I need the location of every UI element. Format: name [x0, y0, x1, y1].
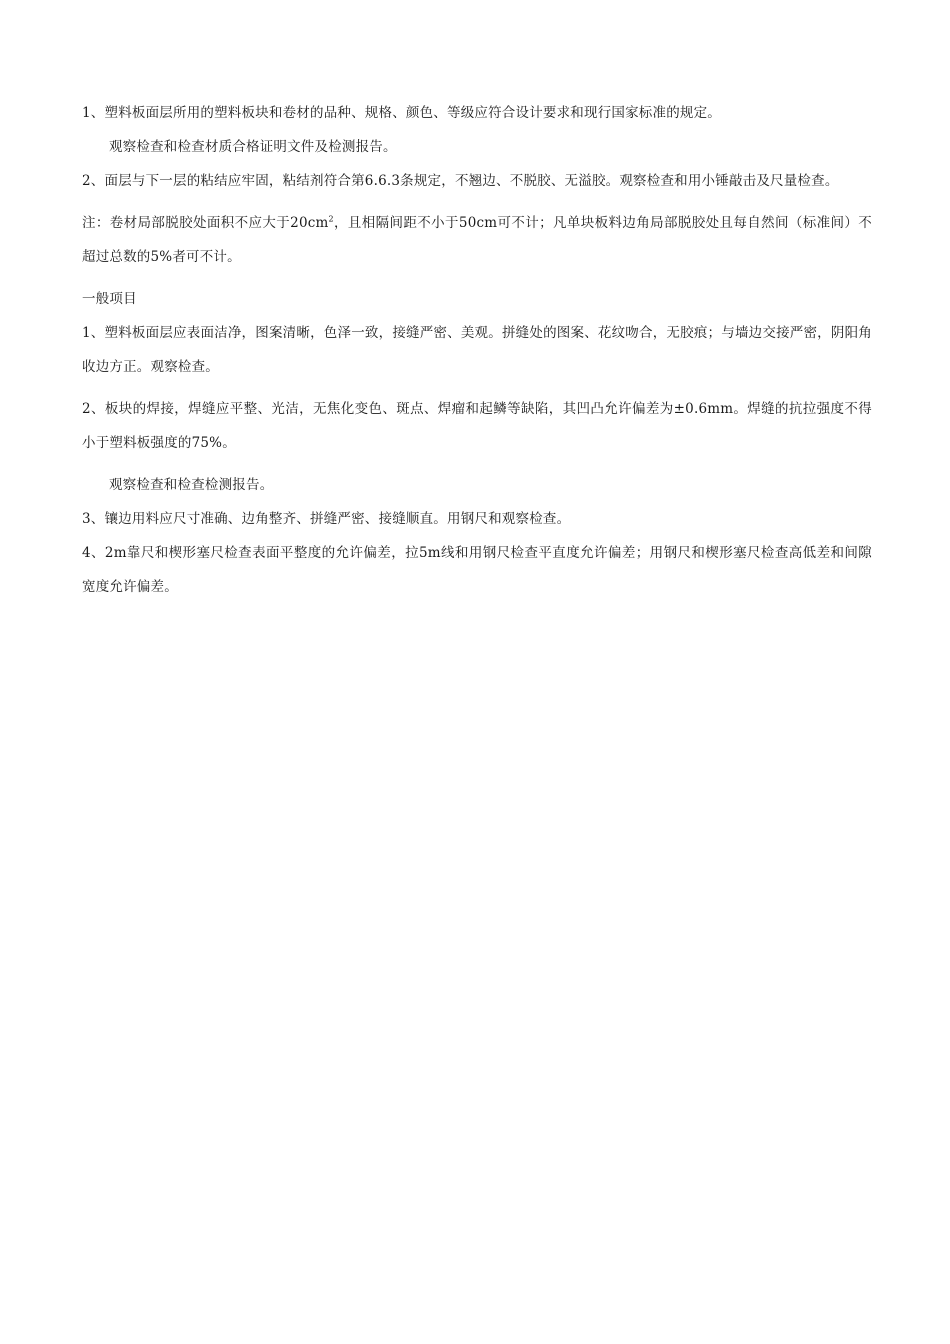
note-superscript: 2: [328, 214, 334, 224]
document-page: [82, 96, 872, 612]
paragraph-general-item-1: 1、塑料板面层应表面洁净，图案清晰，色泽一致，接缝严密、美观。拼缝处的图案、花纹吻合，无胶痕；与墙边交接严密，阴阳角收边方正。观察检查。: [82, 325, 872, 375]
paragraph-inspection-method-2: 观察检查和检查检测报告。: [109, 477, 274, 493]
paragraph-main-item-1: 1、塑料板面层所用的塑料板块和卷材的品种、规格、颜色、等级应符合设计要求和现行国家标准的规定。: [82, 105, 721, 121]
paragraph-general-item-3: 3、镶边用料应尺寸准确、边角整齐、拼缝严密、接缝顺直。用钢尺和观察检查。: [82, 511, 571, 527]
paragraph-inspection-method-1: 观察检查和检查材质合格证明文件及检测报告。: [109, 139, 397, 155]
paragraph-general-item-2: 2、板块的焊接，焊缝应平整、光洁，无焦化变色、斑点、焊瘤和起鳞等缺陷，其凹凸允许偏差为±0.6mm。焊缝的抗拉强度不得小于塑料板强度的75%。: [82, 401, 872, 451]
note-text-part-1: 注：卷材局部脱胶处面积不应大于20cm: [82, 215, 329, 231]
section-heading-general-items: 一般项目: [82, 291, 137, 307]
paragraph-general-item-4: 4、2m靠尺和楔形塞尺检查表面平整度的允许偏差，拉5m线和用钢尺检查平直度允许偏差；用钢尺和楔形塞尺检查高低差和间隙宽度允许偏差。: [82, 545, 872, 595]
paragraph-note: [82, 206, 872, 274]
note-text-part-2: ，且相隔间距不小于50cm可不计；凡单块板料边角局部脱胶处且每自然间（标准间）不超过总数的5%者可不计。: [82, 215, 872, 265]
paragraph-main-item-2: 2、面层与下一层的粘结应牢固，粘结剂符合第6.6.3条规定，不翘边、不脱胶、无溢胶。观察检查和用小锤敲击及尺量检查。: [82, 173, 839, 189]
